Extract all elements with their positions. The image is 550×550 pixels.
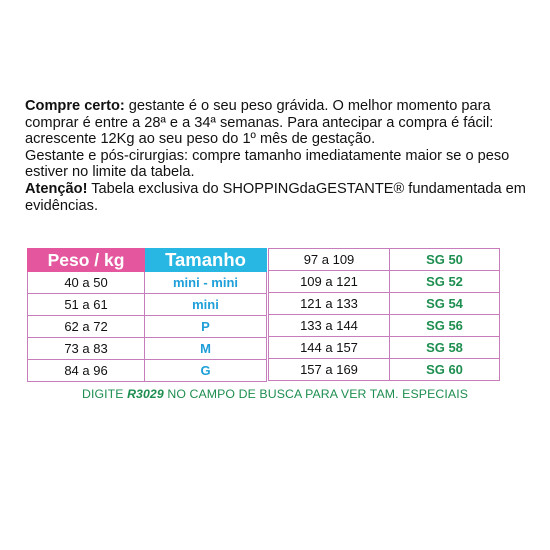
weight-cell: 62 a 72 [28, 316, 145, 338]
weight-cell: 51 a 61 [28, 294, 145, 316]
intro-paragraph-buy-right [25, 98, 535, 148]
intro-paragraph-post-surgery: Gestante e pós-cirurgias: compre tamanho imediatamente maior se o peso estiver no limite da tabela. [25, 147, 510, 181]
table-row [28, 272, 267, 294]
size-table-right [268, 248, 500, 381]
table-row [269, 249, 500, 271]
size-cell: SG 52 [390, 271, 500, 293]
weight-cell: 157 a 169 [269, 359, 390, 381]
header-weight: Peso / kg [28, 249, 145, 272]
weight-cell: 40 a 50 [28, 272, 145, 294]
note-prefix: DIGITE [81, 387, 128, 401]
note-suffix: NO CAMPO DE BUSCA PARA VER TAM. ESPECIAIS [163, 387, 469, 401]
table-row [269, 271, 500, 293]
weight-cell: 144 a 157 [269, 337, 390, 359]
size-cell: SG 54 [390, 293, 500, 315]
size-cell: G [145, 360, 267, 382]
size-guide-intro [25, 98, 535, 214]
special-sizes-note [0, 387, 550, 401]
intro-bold-attention: Atenção! [25, 180, 88, 197]
size-cell: SG 50 [390, 249, 500, 271]
size-cell: SG 58 [390, 337, 500, 359]
weight-cell: 97 a 109 [269, 249, 390, 271]
table-row [269, 293, 500, 315]
intro-bold-buy-right: Compre certo: [25, 98, 125, 114]
intro-text-buy-right: gestante é o seu peso grávida. O melhor momento para comprar é entre a 28ª e a 34ª semanas. Para antecipar a compra é fácil: acrescente 12Kg ao seu peso do 1º mês de gestação. [25, 98, 494, 148]
intro-text-attention: Tabela exclusiva do SHOPPINGdaGESTANTE® fundamentada em evidências. [25, 180, 526, 214]
weight-cell: 109 a 121 [269, 271, 390, 293]
weight-cell: 121 a 133 [269, 293, 390, 315]
table-row [28, 338, 267, 360]
table-row [28, 360, 267, 382]
size-cell: M [145, 338, 267, 360]
weight-cell: 133 a 144 [269, 315, 390, 337]
weight-cell: 84 a 96 [28, 360, 145, 382]
size-table-left [27, 248, 267, 382]
table-row [28, 294, 267, 316]
size-table-header [28, 249, 267, 272]
size-cell: mini - mini [145, 272, 267, 294]
weight-cell: 73 a 83 [28, 338, 145, 360]
size-cell: P [145, 316, 267, 338]
header-size: Tamanho [145, 249, 267, 272]
table-row [269, 359, 500, 381]
intro-paragraph-attention [25, 181, 535, 214]
table-row [269, 337, 500, 359]
size-cell: SG 56 [390, 315, 500, 337]
size-cell: SG 60 [390, 359, 500, 381]
table-row [269, 315, 500, 337]
table-row [28, 316, 267, 338]
search-code: R3029 [127, 387, 164, 401]
size-cell: mini [145, 294, 267, 316]
